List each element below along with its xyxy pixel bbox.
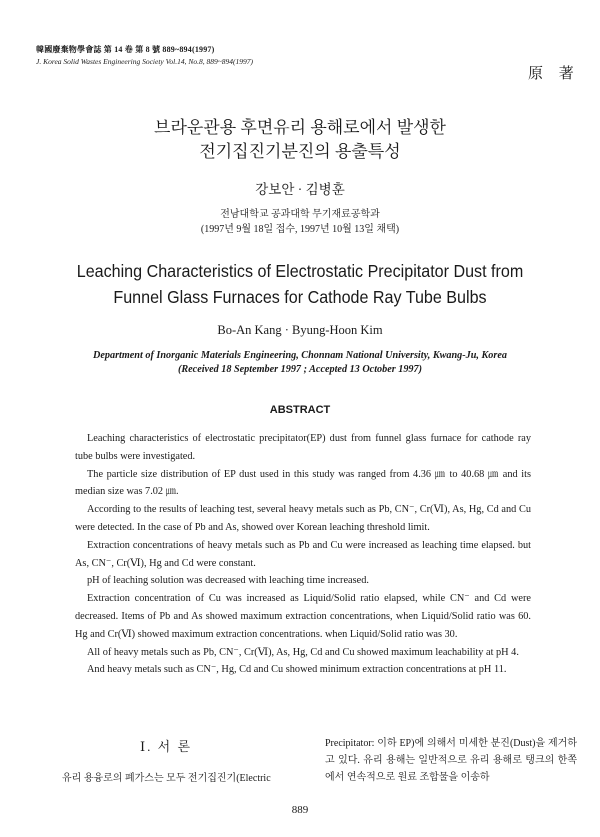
english-title-line-2: Funnel Glass Furnaces for Cathode Ray Tube Bulbs [113,287,487,307]
section-heading-introduction: Ⅰ. 서 론 [140,739,193,754]
korean-dates: (1997년 9월 18일 접수, 1997년 10월 13일 채택) [200,224,400,235]
korean-title [0,116,600,164]
korean-affiliation: 전남대학교 공과대학 무기재료공학과 [220,209,380,220]
korean-title-line-2: 전기집진기분진의 용출특성 [199,142,401,161]
abstract-body [75,430,531,679]
left-column-text: 유리 용융로의 폐가스는 모두 전기집진기(Electric [62,773,271,784]
english-affiliation: Department of Inorganic Materials Engineering, Chonnam National University, Kwang-Ju, Korea [93,350,507,361]
english-affiliation-block [0,349,600,377]
abstract-paragraph: According to the results of leaching test, several heavy metals such as Pb, CN⁻, Cr(Ⅵ), As, Hg, Cd and Cu were detected. In the case of Pb and As, showed over Korean leaching threshold limit. [75,504,531,533]
journal-header-english: J. Korea Solid Wastes Engineering Society Vol.14, No.8, 889~894(1997) [36,57,254,66]
abstract-paragraph: Extraction concentration of Cu was increased as Liquid/Solid ratio elapsed, while CN⁻ and Cd were decreased. Items of Pb and As showed maximum extraction concentrations, when Liquid/Solid ratio was 60. Hg and Cr(Ⅵ) showed maximum extraction concentrations. when Liquid/Solid ratio was 30. [75,593,531,640]
english-title [24,258,576,310]
abstract-paragraph: The particle size distribution of EP dust used in this study was ranged from 4.36 ㎛ to 40.68 ㎛ and its median size was 7.02 ㎛. [75,468,531,498]
journal-header-korean: 韓國廢棄物學會誌 第 14 卷 第 8 號 889~894(1997) [36,45,215,54]
abstract-heading: ABSTRACT [269,404,331,416]
right-column-text: Precipitator: 이하 EP)에 의해서 미세한 분진(Dust)을 제거하고 있다. 유리 용해는 일반적으로 유리 용해로 탱크의 한쪽에서 연속적으로 원료 조합물을 이송하 [325,738,577,783]
abstract-paragraph: Leaching characteristics of electrostatic precipitator(EP) dust from funnel glass furnace for cathode ray tube bulbs were investigated. [75,433,531,462]
article-type-label: 原 著 [528,66,580,82]
korean-title-line-1: 브라운관용 후면유리 용해로에서 발생한 [154,118,446,137]
page-number: 889 [291,804,309,816]
english-dates: (Received 18 September 1997 ; Accepted 13 October 1997) [177,364,423,375]
abstract-paragraph: And heavy metals such as CN⁻, Hg, Cd and Cu showed minimum extraction concentrations at pH 11. [87,664,507,676]
english-title-line-1: Leaching Characteristics of Electrostatic Precipitator Dust from [76,261,524,281]
abstract-paragraph: All of heavy metals such as Pb, CN⁻, Cr(Ⅵ), As, Hg, Cd and Cu showed maximum leachability at pH 4. [87,646,519,658]
korean-authors: 강보안 · 김병훈 [255,182,345,197]
abstract-paragraph: pH of leaching solution was decreased with leaching time increased. [87,575,369,587]
abstract-paragraph: Extraction concentrations of heavy metals such as Pb and Cu were increased as leaching time elapsed. but As, CN⁻, Cr(Ⅵ), Hg and Cd were constant. [75,539,531,569]
english-authors: Bo-An Kang · Byung-Hoon Kim [217,323,383,337]
korean-affiliation-block [0,207,600,237]
